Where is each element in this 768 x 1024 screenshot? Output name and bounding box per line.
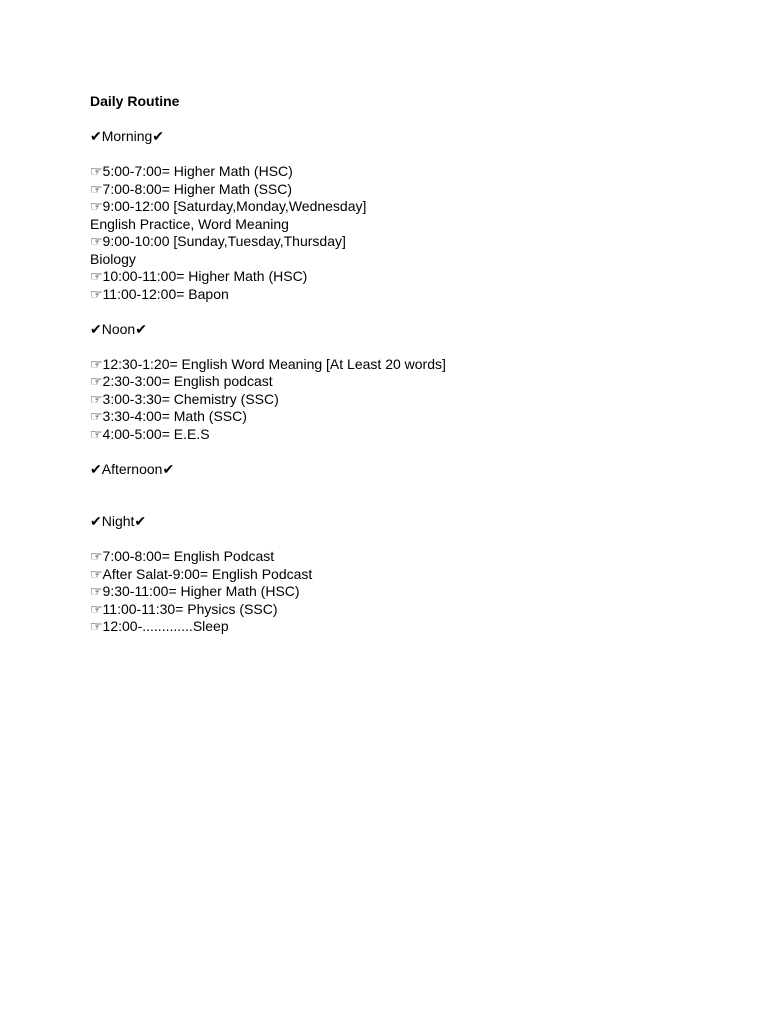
spacer — [90, 531, 730, 549]
routine-line: ☞9:30-11:00= Higher Math (HSC) — [90, 583, 300, 599]
routine-line: ☞2:30-3:00= English podcast — [90, 373, 273, 389]
routine-line: ☞7:00-8:00= English Podcast — [90, 548, 275, 564]
routine-line: ☞9:00-10:00 [Sunday,Tuesday,Thursday] — [90, 233, 346, 249]
section-heading-night: ✔Night✔ — [90, 513, 147, 529]
routine-line: ☞9:00-12:00 [Saturday,Monday,Wednesday] — [90, 198, 367, 214]
section-heading-noon: ✔Noon✔ — [90, 320, 147, 337]
routine-line: ☞4:00-5:00= E.E.S — [90, 425, 210, 442]
routine-line: ☞3:30-4:00= Math (SSC) — [90, 408, 247, 424]
spacer — [90, 303, 730, 321]
routine-line: Biology — [90, 250, 136, 267]
section-heading-morning: ✔Morning✔ — [90, 128, 165, 144]
spacer — [90, 338, 730, 356]
routine-line: ☞10:00-11:00= Higher Math (HSC) — [90, 268, 308, 284]
routine-line: English Practice, Word Meaning — [90, 215, 289, 232]
routine-line: ☞3:00-3:30= Chemistry (SSC) — [90, 390, 279, 407]
spacer — [90, 478, 730, 513]
routine-line: ☞5:00-7:00= Higher Math (HSC) — [90, 163, 293, 179]
routine-line: ☞11:00-12:00= Bapon — [90, 285, 229, 302]
spacer — [90, 111, 730, 129]
spacer — [90, 443, 730, 461]
document-title: Daily Routine — [90, 93, 180, 109]
routine-line: ☞After Salat-9:00= English Podcast — [90, 565, 313, 582]
routine-line: ☞12:30-1:20= English Word Meaning [At Least 20 words] — [90, 355, 446, 372]
spacer — [90, 146, 730, 164]
document-page — [90, 93, 730, 636]
routine-line: ☞12:00-.............Sleep — [90, 618, 229, 634]
routine-line: ☞7:00-8:00= Higher Math (SSC) — [90, 180, 293, 197]
section-heading-afternoon: ✔Afternoon✔ — [90, 460, 175, 477]
routine-line: ☞11:00-11:30= Physics (SSC) — [90, 600, 278, 617]
